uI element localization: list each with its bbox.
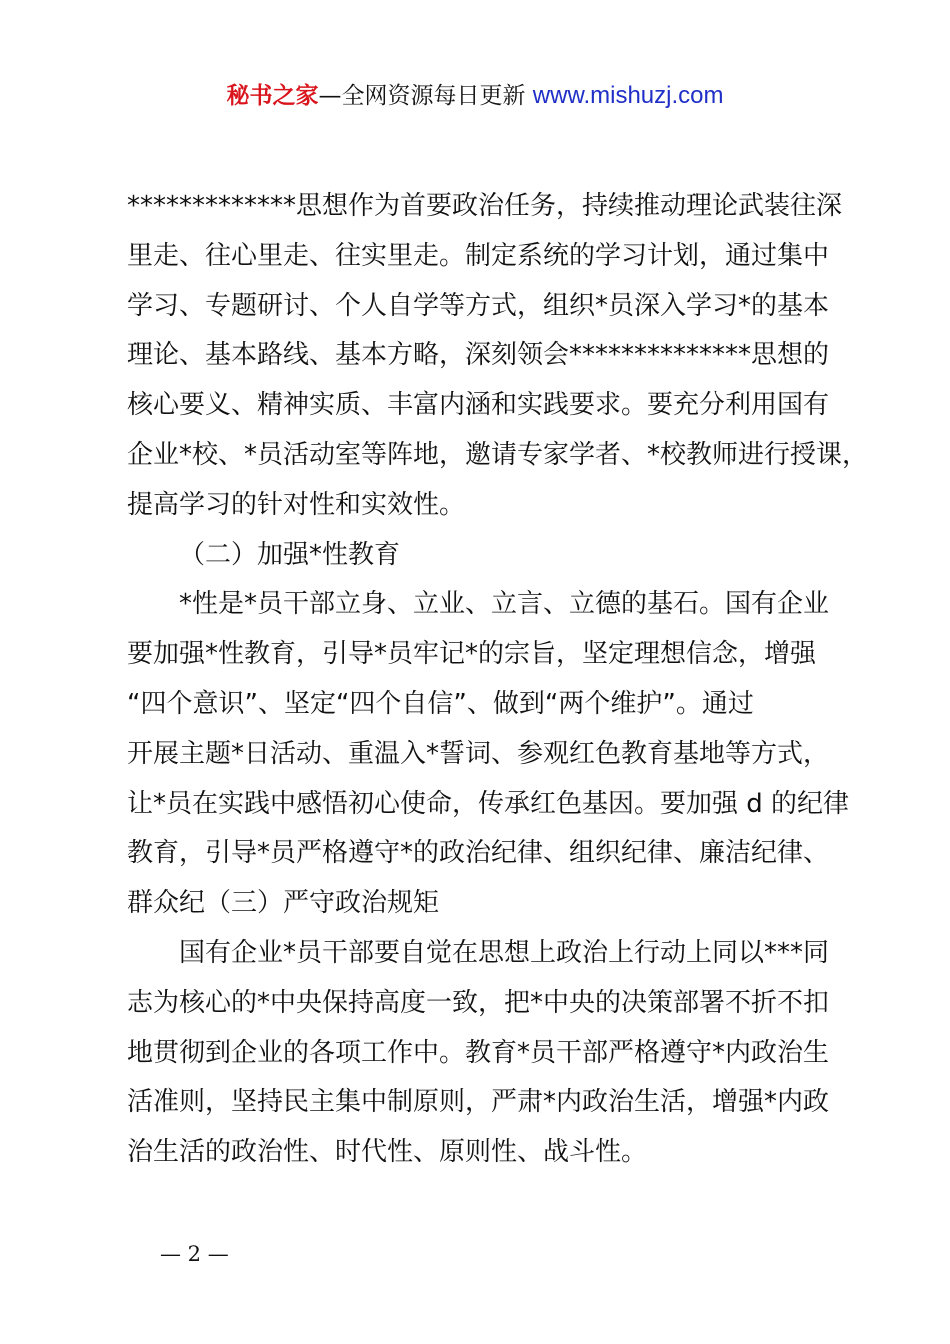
text-line: 活准则，坚持民主集中制原则，严肃*内政治生活，增强*内政 bbox=[127, 1087, 830, 1118]
text-line: 要加强*性教育，引导*员牢记*的宗旨，坚定理想信念，增强 bbox=[127, 639, 817, 670]
site-banner bbox=[0, 80, 950, 112]
text-line: “四个意识”、坚定“四个自信”、做到“两个维护”。通过 bbox=[127, 688, 754, 719]
text-line: 学习、专题研讨、个人自学等方式，组织*员深入学习*的基本 bbox=[127, 290, 830, 321]
text-line: 国有企业*员干部要自觉在思想上政治上行动上同以***同 bbox=[179, 937, 830, 968]
text-line: 群众纪（三）严守政治规矩 bbox=[127, 888, 440, 919]
text-line: 核心要义、精神实质、丰富内涵和实践要求。要充分利用国有 bbox=[127, 390, 830, 421]
banner-tagline: —全网资源每日更新 bbox=[318, 83, 533, 109]
text-line: 让*员在实践中感悟初心使命，传承红色基因。要加强 d 的纪律 bbox=[127, 788, 850, 819]
text-line: 理论、基本路线、基本方略，深刻领会**************思想的 bbox=[127, 340, 830, 371]
text-line: 志为核心的*中央保持高度一致，把*中央的决策部署不折不扣 bbox=[127, 987, 830, 1018]
text-line: 开展主题*日活动、重温入*誓词、参观红色教育基地等方式， bbox=[127, 738, 830, 769]
text-line: 里走、往心里走、往实里走。制定系统的学习计划，通过集中 bbox=[127, 240, 830, 271]
brand-name: 秘书之家 bbox=[226, 83, 319, 109]
site-url[interactable]: www.mishuzj.com bbox=[532, 82, 724, 109]
text-line: *************思想作为首要政治任务，持续推动理论武装往深 bbox=[127, 191, 843, 221]
text-line: 地贯彻到企业的各项工作中。教育*员干部严格遵守*内政治生 bbox=[127, 1037, 830, 1068]
text-line: 企业*校、*员活动室等阵地，邀请专家学者、*校教师进行授课， bbox=[127, 439, 869, 470]
text-line: 教育，引导*员严格遵守*的政治纪律、组织纪律、廉洁纪律、 bbox=[127, 838, 830, 869]
document-body bbox=[127, 182, 869, 1178]
section-heading: （二）加强*性教育 bbox=[179, 539, 401, 570]
page-number: — 2 — bbox=[160, 1242, 229, 1266]
text-line: 提高学习的针对性和实效性。 bbox=[127, 489, 466, 520]
text-line: 治生活的政治性、时代性、原则性、战斗性。 bbox=[127, 1137, 648, 1168]
text-line: *性是*员干部立身、立业、立言、立德的基石。国有企业 bbox=[179, 589, 830, 620]
